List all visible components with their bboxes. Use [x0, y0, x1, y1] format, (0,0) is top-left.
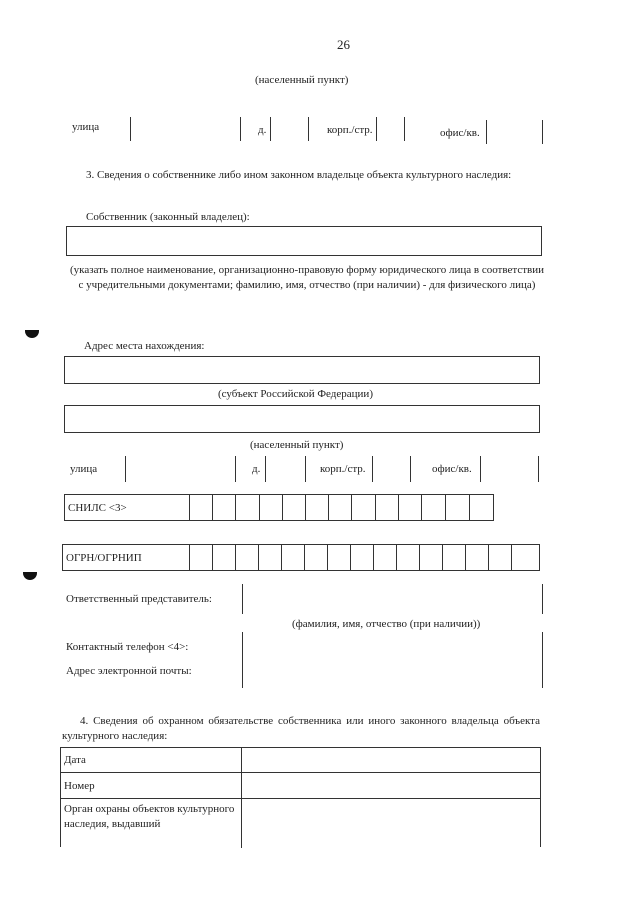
house-field-top-left	[270, 117, 271, 141]
ogrn-cell	[327, 545, 328, 570]
owner-label: Собственник (законный владелец):	[86, 211, 250, 223]
snils-label: СНИЛС <3>	[68, 502, 127, 514]
section4-heading: 4. Сведения об охранном обязательстве собственника или иного законного владельца объекта культурного наследия:	[62, 715, 540, 742]
issuer-value-field[interactable]	[243, 800, 539, 846]
settlement-caption-top: (населенный пункт)	[255, 74, 349, 86]
building-field-left	[372, 456, 373, 482]
ogrn-cell	[488, 545, 489, 570]
house-label-top: д.	[258, 124, 267, 136]
settlement-field[interactable]	[64, 405, 540, 433]
representative-label: Ответственный представитель:	[66, 593, 212, 605]
house-field-right	[305, 456, 306, 482]
table-row-number: Номер	[64, 780, 95, 792]
table-row-divider	[61, 772, 540, 773]
office-label: офис/кв.	[432, 463, 472, 475]
ogrn-label: ОГРН/ОГРНИП	[66, 552, 142, 564]
snils-cell	[212, 495, 213, 520]
ogrn-cell	[442, 545, 443, 570]
house-label: д.	[252, 463, 261, 475]
phone-field[interactable]	[243, 634, 541, 656]
owner-caption: (указать полное наименование, организационно-правовую форму юридического лица в соответствии с учредительными документами; фамилию, имя, отчество (при наличии) - для физического лица)	[70, 264, 544, 291]
date-value-field[interactable]	[243, 749, 539, 771]
obligation-table	[60, 747, 541, 847]
subject-field[interactable]	[64, 356, 540, 384]
scan-hole-mark-1	[25, 330, 39, 338]
snils-cell	[421, 495, 422, 520]
ogrn-cell	[212, 545, 213, 570]
snils-cell	[469, 495, 470, 520]
representative-field-right	[542, 584, 543, 614]
ogrn-cell	[304, 545, 305, 570]
phone-label: Контактный телефон <4>:	[66, 641, 189, 653]
representative-field-divider	[242, 584, 243, 614]
address-label: Адрес места нахождения:	[84, 340, 205, 352]
office-label-top: офис/кв.	[440, 127, 480, 139]
page-number: 26	[337, 37, 350, 52]
ogrn-cell	[465, 545, 466, 570]
owner-field[interactable]	[66, 226, 542, 256]
table-row-issuer: Орган охраны объектов культурного наследия, выдавший	[64, 803, 235, 830]
street-field-left	[125, 456, 126, 482]
snils-cell	[375, 495, 376, 520]
number-value-field[interactable]	[243, 774, 539, 797]
office-field-right	[538, 456, 539, 482]
street-field-right	[235, 456, 236, 482]
snils-cell	[328, 495, 329, 520]
office-field-top-right	[542, 120, 543, 144]
snils-cell	[398, 495, 399, 520]
ogrn-field[interactable]	[62, 544, 540, 571]
snils-cell	[445, 495, 446, 520]
snils-field[interactable]	[64, 494, 494, 521]
ogrn-cell	[258, 545, 259, 570]
building-field-right	[410, 456, 411, 482]
ogrn-cell	[396, 545, 397, 570]
street-label-top: улица	[72, 121, 100, 133]
snils-cell	[351, 495, 352, 520]
table-row-divider	[61, 798, 540, 799]
house-field-top-right	[308, 117, 309, 141]
ogrn-cell	[419, 545, 420, 570]
section3-heading: 3. Сведения о собственнике либо ином законном владельце объекта культурного наследия:	[86, 169, 512, 181]
ogrn-cell	[189, 545, 190, 570]
street-label: улица	[70, 463, 98, 475]
building-field-top-left	[376, 117, 377, 141]
scan-hole-mark-2	[23, 572, 37, 580]
house-field-left	[265, 456, 266, 482]
ogrn-cell	[350, 545, 351, 570]
ogrn-cell	[511, 545, 512, 570]
street-field-top-right	[240, 117, 241, 141]
email-field[interactable]	[243, 660, 541, 682]
building-label: корп./стр.	[320, 463, 366, 475]
office-field-left	[480, 456, 481, 482]
ogrn-cell	[281, 545, 282, 570]
ogrn-cell	[373, 545, 374, 570]
snils-cell	[259, 495, 260, 520]
contacts-field-right	[542, 632, 543, 688]
snils-cell	[235, 495, 236, 520]
building-field-top-right	[404, 117, 405, 141]
street-field-top-left	[130, 117, 131, 141]
snils-cell	[189, 495, 190, 520]
building-label-top: корп./стр.	[327, 124, 373, 136]
fio-caption: (фамилия, имя, отчество (при наличии))	[292, 618, 481, 630]
snils-cell	[282, 495, 283, 520]
subject-caption: (субъект Российской Федерации)	[218, 388, 373, 400]
settlement-caption: (населенный пункт)	[250, 439, 344, 451]
ogrn-cell	[235, 545, 236, 570]
snils-cell	[305, 495, 306, 520]
table-row-date: Дата	[64, 754, 86, 766]
office-field-top-left	[486, 120, 487, 144]
email-label: Адрес электронной почты:	[66, 665, 192, 677]
